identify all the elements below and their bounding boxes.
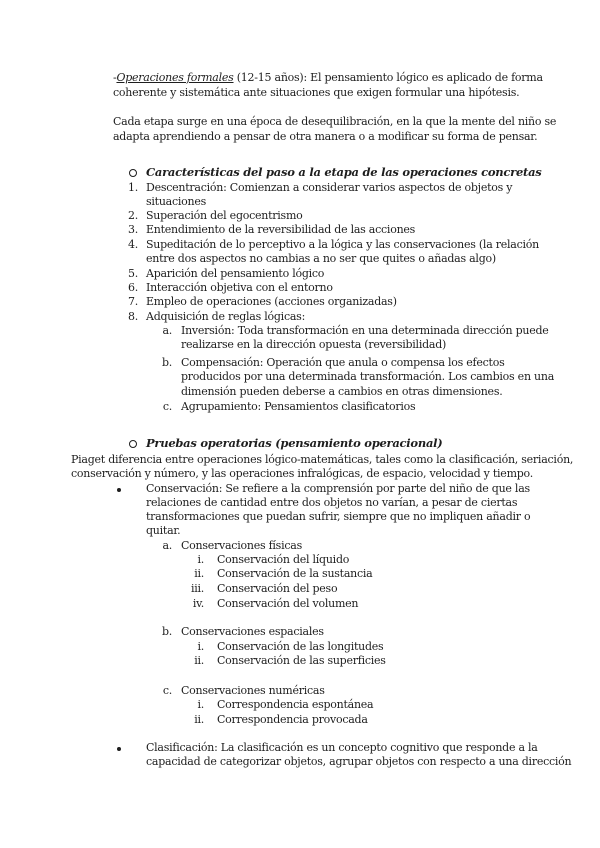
roman-numeral: i.: [197, 640, 204, 653]
sub-list-text: realizarse en la dirección opuesta (reversibilidad): [181, 338, 447, 351]
list-item-text: entre dos aspectos no cambias a no ser que quites o añadas algo): [146, 252, 496, 265]
sub-list-text: Agrupamiento: Pensamientos clasificatorios: [181, 400, 416, 413]
roman-numeral: i.: [197, 553, 204, 566]
roman-numeral: iii.: [190, 582, 204, 595]
roman-list-text: Conservación de las superficies: [217, 654, 386, 667]
roman-numeral: iv.: [192, 597, 204, 610]
roman-numeral: i.: [197, 698, 204, 711]
roman-list-text: Correspondencia provocada: [217, 713, 368, 726]
bullet-dot: [117, 488, 121, 492]
roman-numeral: ii.: [194, 567, 204, 580]
heading-circle-bullet: [129, 440, 137, 448]
sub-list-letter: b.: [161, 625, 172, 638]
roman-numeral: ii.: [194, 713, 204, 726]
list-item-text: Descentración: Comienzan a considerar varios aspectos de objetos y: [146, 181, 513, 194]
roman-list-text: Conservación del peso: [217, 582, 338, 595]
list-number: 6.: [128, 281, 138, 294]
list-number: 1.: [128, 181, 138, 194]
formal-operations-term: Operaciones formales: [116, 71, 234, 84]
bullet-dot: [117, 747, 121, 751]
list-item-text: Aparición del pensamiento lógico: [146, 267, 325, 280]
stage-paragraph-line-1: Cada etapa surge en una época de desequilibración, en la que la mente del niño se: [113, 115, 557, 128]
piaget-paragraph-line-2: conservación y número, y las operaciones infralógicas, de espacio, velocidad y tiempo.: [71, 467, 533, 480]
sub-list-text: dimensión pueden deberse a cambios en otras dimensiones.: [181, 385, 503, 398]
sub-list-text: Compensación: Operación que anula o compensa los efectos: [181, 356, 505, 369]
list-item-text: situaciones: [146, 195, 207, 208]
heading-circle-bullet: [129, 169, 137, 177]
sub-list-letter: a.: [162, 324, 172, 337]
numeric-conservations-title: Conservaciones numéricas: [181, 684, 325, 697]
list-item-text: Superación del egocentrismo: [146, 209, 303, 222]
sub-list-letter: b.: [161, 356, 172, 369]
conservation-text: quitar.: [146, 524, 181, 537]
sub-list-letter: c.: [162, 400, 172, 413]
list-number: 8.: [128, 310, 138, 323]
section-heading-operational-tests: Pruebas operatorias (pensamiento operacional): [146, 436, 443, 450]
list-item-text: Supeditación de lo perceptivo a la lógica y las conservaciones (la relación: [146, 238, 539, 251]
list-item-text: Entendimiento de la reversibilidad de las acciones: [146, 223, 416, 236]
roman-list-text: Conservación de la sustancia: [217, 567, 373, 580]
conservation-text: relaciones de cantidad entre dos objetos no varían, a pesar de ciertas: [146, 496, 518, 509]
sub-list-text: producidos por una determinada transformación. Los cambios en una: [181, 370, 554, 383]
list-item-text: Interacción objetiva con el entorno: [146, 281, 333, 294]
formal-operations-line: [113, 71, 543, 85]
formal-operations-text: (12-15 años): El pensamiento lógico es aplicado de forma: [233, 71, 543, 84]
formal-operations-line-2: coherente y sistemática ante situaciones que exigen formular una hipótesis.: [113, 86, 520, 99]
physical-conservations-title: Conservaciones físicas: [181, 539, 302, 552]
roman-list-text: Conservación de las longitudes: [217, 640, 384, 653]
sub-list-letter: a.: [162, 539, 172, 552]
roman-list-text: Conservación del líquido: [217, 553, 350, 566]
list-number: 4.: [128, 238, 138, 251]
classification-text: capacidad de categorizar objetos, agrupar objetos con respecto a una dirección: [146, 755, 572, 768]
sub-list-letter: c.: [162, 684, 172, 697]
dash: -: [113, 71, 117, 84]
section-heading-concrete-operations: Características del paso a la etapa de las operaciones concretas: [146, 165, 542, 179]
conservation-text: Conservación: Se refiere a la comprensión por parte del niño de que las: [146, 482, 530, 495]
spatial-conservations-title: Conservaciones espaciales: [181, 625, 324, 638]
stage-paragraph-line-2: adapta aprendiendo a pensar de otra manera o a modificar su forma de pensar.: [113, 130, 538, 143]
list-number: 7.: [128, 295, 138, 308]
roman-list-text: Correspondencia espontánea: [217, 698, 374, 711]
classification-text: Clasificación: La clasificación es un concepto cognitivo que responde a la: [146, 741, 538, 754]
list-number: 3.: [128, 223, 138, 236]
piaget-paragraph-line-1: Piaget diferencia entre operaciones lógico-matemáticas, tales como la clasificación, seriación,: [71, 453, 574, 466]
roman-numeral: ii.: [194, 654, 204, 667]
list-number: 2.: [128, 209, 138, 222]
sub-list-text: Inversión: Toda transformación en una determinada dirección puede: [181, 324, 549, 337]
conservation-text: transformaciones que puedan sufrir, siempre que no impliquen añadir o: [146, 510, 531, 523]
list-item-text: Empleo de operaciones (acciones organizadas): [146, 295, 397, 308]
list-item-text: Adquisición de reglas lógicas:: [146, 310, 306, 323]
roman-list-text: Conservación del volumen: [217, 597, 359, 610]
list-number: 5.: [128, 267, 138, 280]
